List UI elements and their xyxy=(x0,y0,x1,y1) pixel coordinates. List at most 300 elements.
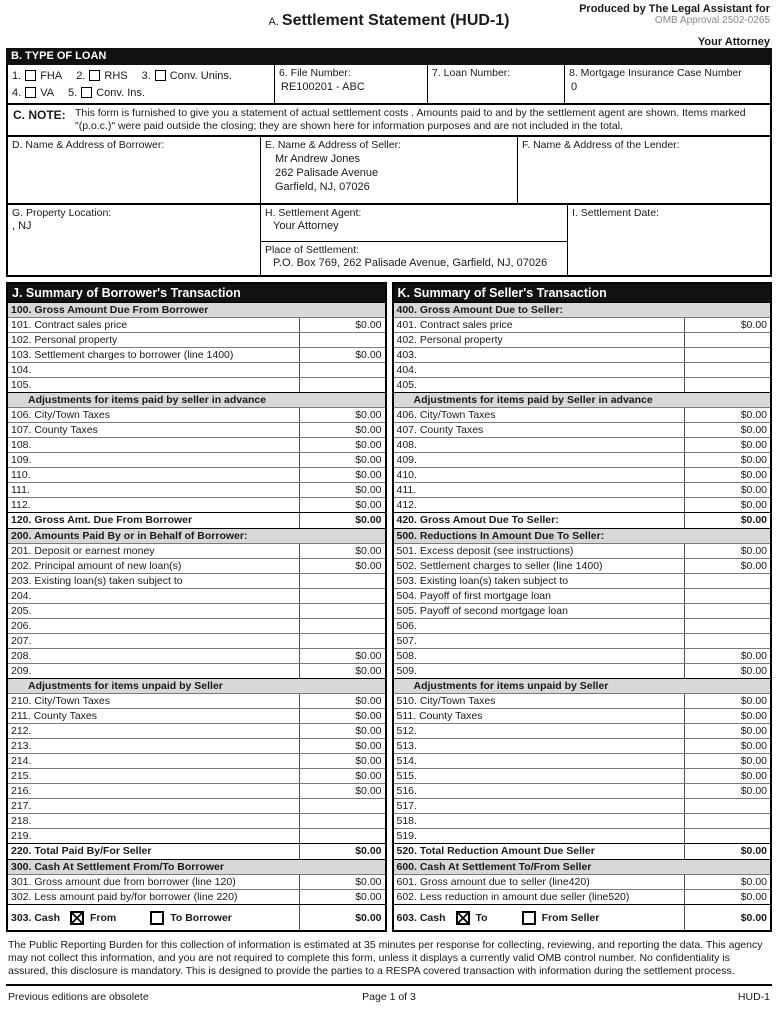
reporting-burden-text: The Public Reporting Burden for this collection of information is estimated at 35 minutes per response for collecting, reviewing, and reporting the data. This agency may not collect this information, and you are not required to complete this form, unless it displays a currently valid OMB control number. No confidentiality is assured, this disclosure is mandatory. This is designed to provide the parties to a RESPA covered transaction with information during the settlement process. xyxy=(8,939,763,977)
row-label: 200. Amounts Paid By or in Behalf of Borrower: xyxy=(11,530,248,542)
row-amount: $0.00 xyxy=(684,784,770,798)
row-amount xyxy=(299,604,385,618)
cash-option-unchecked xyxy=(522,911,600,925)
row-amount xyxy=(684,574,770,588)
row-label: 519. xyxy=(396,830,417,842)
table-row xyxy=(394,332,771,347)
row-amount: $0.00 xyxy=(299,769,385,783)
mortgage-insurance-label: 8. Mortgage Insurance Case Number xyxy=(569,67,742,79)
cash-option-label: From Seller xyxy=(541,911,600,924)
table-row xyxy=(394,723,771,738)
row-amount: $0.00 xyxy=(684,423,770,437)
property-location-label: G. Property Location: xyxy=(12,207,112,219)
row-label: 508. xyxy=(396,650,417,662)
row-amount: $0.00 xyxy=(684,453,770,467)
seller-cell xyxy=(260,137,517,203)
row-label: 504. Payoff of first mortgage loan xyxy=(396,590,551,602)
row-amount xyxy=(299,363,385,377)
row-amount: $0.00 xyxy=(299,438,385,452)
row-label: 218. xyxy=(11,815,32,827)
table-row xyxy=(8,783,385,798)
row-label: 500. Reductions In Amount Due To Seller: xyxy=(396,530,605,542)
section-a-prefix: A. xyxy=(268,16,279,28)
table-row xyxy=(8,723,385,738)
row-amount: $0.00 xyxy=(684,483,770,497)
omb-approval-text: OMB Approval 2502-0265 xyxy=(654,15,770,26)
checked-checkbox-icon[interactable] xyxy=(456,911,470,925)
property-location-cell xyxy=(8,205,260,275)
row-label: 513. xyxy=(396,740,417,752)
row-label: 507. xyxy=(396,635,417,647)
table-row xyxy=(394,467,771,482)
table-row xyxy=(8,437,385,452)
row-amount xyxy=(299,829,385,843)
row-amount: $0.00 xyxy=(299,709,385,723)
settlement-agent-cell xyxy=(260,205,567,241)
row-amount: $0.00 xyxy=(299,513,385,528)
row-label: 208. xyxy=(11,650,32,662)
loan-option xyxy=(12,70,62,82)
row-amount: $0.00 xyxy=(299,754,385,768)
row-amount xyxy=(684,333,770,347)
note-line2: "(p.o.c.)" were paid outside the closing; they are shown here for information purposes and are not included in the total. xyxy=(75,119,623,132)
row-label: 303. Cash xyxy=(11,912,61,924)
table-row xyxy=(8,543,385,558)
table-row xyxy=(394,497,771,512)
row-amount: $0.00 xyxy=(299,483,385,497)
table-row xyxy=(394,618,771,633)
table-row xyxy=(8,317,385,332)
cash-option-label: To xyxy=(475,911,488,924)
subsection-header-row xyxy=(8,678,385,693)
row-amount: $0.00 xyxy=(684,769,770,783)
form-title: Settlement Statement (HUD-1) xyxy=(281,12,510,29)
produced-by-text: Produced by The Legal Assistant for xyxy=(579,3,770,15)
header-right-block xyxy=(579,3,770,48)
note-line1: This form is furnished to give you a statement of actual settlement costs . Amounts paid to and by the settlement agent are shown. Items marked xyxy=(75,107,746,119)
table-row xyxy=(394,768,771,783)
subsection-header-row xyxy=(8,392,385,407)
row-amount: $0.00 xyxy=(684,724,770,738)
row-label: 409. xyxy=(396,454,417,466)
table-row xyxy=(8,347,385,362)
file-number-cell xyxy=(274,65,427,103)
row-amount xyxy=(299,333,385,347)
rhs-checkbox[interactable] xyxy=(89,70,100,81)
table-row xyxy=(8,874,385,889)
row-label: 403. xyxy=(396,349,417,361)
row-amount: $0.00 xyxy=(684,890,770,904)
table-row xyxy=(394,482,771,497)
property-location-value: , NJ xyxy=(12,220,32,232)
cash-options xyxy=(456,911,685,925)
row-amount: $0.00 xyxy=(684,544,770,558)
loan-options-line1 xyxy=(12,67,270,84)
table-row xyxy=(8,753,385,768)
row-amount: $0.00 xyxy=(299,453,385,467)
row-label: 201. Deposit or earnest money xyxy=(11,545,155,557)
loan-option-label: RHS xyxy=(104,69,128,82)
seller-address xyxy=(265,151,513,194)
row-amount: $0.00 xyxy=(684,468,770,482)
table-row xyxy=(8,693,385,708)
row-amount: $0.00 xyxy=(684,408,770,422)
row-label: 301. Gross amount due from borrower (line 120) xyxy=(11,876,236,888)
table-row xyxy=(394,828,771,843)
row-amount xyxy=(684,348,770,362)
row-amount: $0.00 xyxy=(299,739,385,753)
table-row xyxy=(8,452,385,467)
location-row xyxy=(6,205,772,277)
row-amount: $0.00 xyxy=(299,694,385,708)
row-amount xyxy=(684,829,770,843)
table-row xyxy=(8,738,385,753)
cash-option-checked xyxy=(70,911,116,925)
loan-type-options-cell xyxy=(8,65,274,103)
row-label: 405. xyxy=(396,379,417,391)
row-label: Adjustments for items paid by Seller in advance xyxy=(413,394,653,406)
table-row xyxy=(8,889,385,904)
row-label: Adjustments for items paid by seller in advance xyxy=(28,394,267,406)
row-label: 510. City/Town Taxes xyxy=(396,695,496,707)
seller-table-rows xyxy=(394,302,771,930)
mortgage-insurance-cell xyxy=(564,65,770,103)
row-label: 402. Personal property xyxy=(396,334,503,346)
row-label: 518. xyxy=(396,815,417,827)
row-amount: $0.00 xyxy=(299,905,385,930)
table-row xyxy=(8,332,385,347)
row-label: 111. xyxy=(11,484,30,496)
table-row xyxy=(394,452,771,467)
table-row xyxy=(8,407,385,422)
table-row xyxy=(394,543,771,558)
cash-option-label: To Borrower xyxy=(170,911,232,924)
row-label: 112. xyxy=(11,499,31,511)
table-row xyxy=(394,738,771,753)
checked-checkbox-icon[interactable] xyxy=(70,911,84,925)
seller-label: E. Name & Address of Seller: xyxy=(265,139,401,151)
table-row xyxy=(394,603,771,618)
section-header-row xyxy=(8,302,385,317)
row-label: 219. xyxy=(11,830,32,842)
type-of-loan-section-bar: B. TYPE OF LOAN xyxy=(6,48,772,65)
cash-options xyxy=(70,911,299,925)
row-label: 110. xyxy=(11,469,31,481)
row-amount: $0.00 xyxy=(684,754,770,768)
table-row xyxy=(8,708,385,723)
settlement-date-label: I. Settlement Date: xyxy=(572,207,659,219)
borrower-table-rows xyxy=(8,302,385,930)
loan-option-number: 2. xyxy=(76,69,86,82)
row-amount: $0.00 xyxy=(684,664,770,678)
row-label: Adjustments for items unpaid by Seller xyxy=(28,680,223,692)
row-label: 517. xyxy=(396,800,417,812)
row-label: 400. Gross Amount Due to Seller: xyxy=(396,304,563,316)
lender-label: F. Name & Address of the Lender: xyxy=(522,139,680,151)
row-amount xyxy=(684,619,770,633)
row-label: 108. xyxy=(11,439,32,451)
row-amount: $0.00 xyxy=(299,844,385,859)
row-label: 501. Excess deposit (see instructions) xyxy=(396,545,574,557)
row-label: 211. County Taxes xyxy=(11,710,97,722)
row-label: 104. xyxy=(11,364,32,376)
table-row xyxy=(394,317,771,332)
row-amount: $0.00 xyxy=(299,649,385,663)
row-label: 101. Contract sales price xyxy=(11,319,128,331)
place-of-settlement-cell xyxy=(260,241,567,275)
table-row xyxy=(8,603,385,618)
row-amount xyxy=(684,814,770,828)
row-amount: $0.00 xyxy=(299,890,385,904)
row-label: 106. City/Town Taxes xyxy=(11,409,111,421)
row-label: 210. City/Town Taxes xyxy=(11,695,111,707)
total-row xyxy=(394,512,771,528)
table-row xyxy=(394,347,771,362)
row-amount xyxy=(299,634,385,648)
file-number-value: RE100201 - ABC xyxy=(281,81,365,93)
row-amount: $0.00 xyxy=(684,709,770,723)
row-amount: $0.00 xyxy=(299,498,385,512)
row-amount: $0.00 xyxy=(684,905,770,930)
table-row xyxy=(8,588,385,603)
table-row xyxy=(394,889,771,904)
row-label: 205. xyxy=(11,605,32,617)
table-row xyxy=(394,874,771,889)
cash-option-label: From xyxy=(90,911,117,924)
row-label: 506. xyxy=(396,620,417,632)
row-label: 411. xyxy=(396,484,417,496)
table-row xyxy=(394,648,771,663)
loan-options-line2 xyxy=(12,84,270,101)
row-label: 302. Less amount paid by/for borrower (line 220) xyxy=(11,891,238,903)
table-row xyxy=(394,573,771,588)
row-label: 601. Gross amount due to seller (line420) xyxy=(396,876,590,888)
cash-row xyxy=(8,904,385,930)
row-label: 407. County Taxes xyxy=(396,424,484,436)
loan-type-row xyxy=(6,65,772,105)
row-amount xyxy=(684,378,770,392)
table-row xyxy=(8,633,385,648)
subsection-header-row xyxy=(394,678,771,693)
form-id-text: HUD-1 xyxy=(737,991,770,1003)
row-label: 514. xyxy=(396,755,417,767)
row-label: Adjustments for items unpaid by Seller xyxy=(413,680,609,692)
row-label: 207. xyxy=(11,635,32,647)
row-amount: $0.00 xyxy=(299,875,385,889)
table-row xyxy=(8,377,385,392)
row-label: 410. xyxy=(396,469,417,481)
row-label: 520. Total Reduction Amount Due Seller xyxy=(396,845,595,857)
row-label: 505. Payoff of second mortgage loan xyxy=(396,605,568,617)
loan-option-number: 4. xyxy=(12,86,22,99)
row-label: 213. xyxy=(11,740,32,752)
row-amount: $0.00 xyxy=(684,559,770,573)
row-label: 603. Cash xyxy=(396,912,446,924)
parties-row xyxy=(6,137,772,205)
table-row xyxy=(394,663,771,678)
note-text xyxy=(75,107,746,132)
loan-number-label: 7. Loan Number: xyxy=(432,67,511,79)
table-row xyxy=(8,663,385,678)
page-footer xyxy=(6,986,772,1008)
table-row xyxy=(8,467,385,482)
table-row xyxy=(8,422,385,437)
table-row xyxy=(394,588,771,603)
attorney-name-text: Your Attorney xyxy=(697,36,770,48)
row-label: 204. xyxy=(11,590,32,602)
seller-name: Mr Andrew Jones xyxy=(275,153,360,165)
table-row xyxy=(394,708,771,723)
row-label: 202. Principal amount of new loan(s) xyxy=(11,560,182,572)
settlement-agent-value: Your Attorney xyxy=(273,220,339,232)
table-row xyxy=(394,437,771,452)
table-row xyxy=(8,813,385,828)
row-amount xyxy=(684,799,770,813)
row-label: 503. Existing loan(s) taken subject to xyxy=(396,575,569,587)
conv-unins--checkbox[interactable] xyxy=(155,70,166,81)
total-row xyxy=(8,512,385,528)
loan-option-label: VA xyxy=(40,86,55,99)
row-label: 502. Settlement charges to seller (line 1400) xyxy=(396,560,603,572)
loan-option-number: 5. xyxy=(68,86,78,99)
total-row xyxy=(8,843,385,859)
row-amount: $0.00 xyxy=(684,844,770,859)
row-amount: $0.00 xyxy=(684,739,770,753)
conv-ins--checkbox[interactable] xyxy=(81,87,92,98)
row-label: 420. Gross Amout Due To Seller: xyxy=(396,514,559,526)
row-amount xyxy=(299,814,385,828)
row-label: 215. xyxy=(11,770,32,782)
row-label: 216. xyxy=(11,785,32,797)
row-label: 212. xyxy=(11,725,32,737)
row-label: 109. xyxy=(11,454,32,466)
loan-option xyxy=(142,70,232,82)
row-amount: $0.00 xyxy=(299,544,385,558)
row-label: 602. Less reduction in amount due seller (line520) xyxy=(396,891,630,903)
row-amount: $0.00 xyxy=(684,438,770,452)
va-checkbox[interactable] xyxy=(25,87,36,98)
row-amount xyxy=(299,574,385,588)
cash-option-unchecked xyxy=(150,911,232,925)
table-row xyxy=(394,362,771,377)
section-header-row xyxy=(8,528,385,543)
section-header-row xyxy=(394,859,771,874)
table-row xyxy=(8,828,385,843)
row-amount: $0.00 xyxy=(684,513,770,528)
loan-option-label: Conv. Unins. xyxy=(169,69,232,82)
table-row xyxy=(8,497,385,512)
seller-transaction-table xyxy=(392,282,773,932)
row-label: 412. xyxy=(396,499,417,511)
note-section xyxy=(6,105,772,137)
row-label: 406. City/Town Taxes xyxy=(396,409,496,421)
table-row xyxy=(394,753,771,768)
settlement-date-cell xyxy=(567,205,770,275)
row-amount: $0.00 xyxy=(684,498,770,512)
note-label: C. NOTE: xyxy=(13,108,66,122)
loan-option-label: FHA xyxy=(40,69,63,82)
mortgage-insurance-value: 0 xyxy=(571,81,578,93)
borrower-label: D. Name & Address of Borrower: xyxy=(12,139,165,151)
row-label: 509. xyxy=(396,665,417,677)
table-row xyxy=(8,558,385,573)
place-of-settlement-value: P.O. Box 769, 262 Palisade Avenue, Garfield, NJ, 07026 xyxy=(273,257,548,269)
row-label: 511. County Taxes xyxy=(396,710,483,722)
row-amount xyxy=(684,604,770,618)
row-amount: $0.00 xyxy=(299,468,385,482)
row-amount: $0.00 xyxy=(299,724,385,738)
lender-cell xyxy=(517,137,770,203)
section-header-row xyxy=(394,528,771,543)
row-label: 107. County Taxes xyxy=(11,424,98,436)
loan-option xyxy=(76,70,127,82)
seller-street: 262 Palisade Avenue xyxy=(275,167,379,179)
row-amount xyxy=(684,589,770,603)
row-amount: $0.00 xyxy=(299,408,385,422)
row-label: 120. Gross Amt. Due From Borrower xyxy=(11,514,193,526)
row-amount xyxy=(299,378,385,392)
row-label: 220. Total Paid By/For Seller xyxy=(11,845,152,857)
table-row xyxy=(394,558,771,573)
table-row xyxy=(8,573,385,588)
section-header-row xyxy=(394,302,771,317)
cash-option-checked xyxy=(456,911,488,925)
row-amount xyxy=(299,589,385,603)
row-label: 408. xyxy=(396,439,417,451)
row-label: 300. Cash At Settlement From/To Borrower xyxy=(11,861,224,873)
row-label: 102. Personal property xyxy=(11,334,118,346)
row-label: 404. xyxy=(396,364,417,376)
table-row xyxy=(394,407,771,422)
editions-obsolete-text: Previous editions are obsolete xyxy=(8,991,149,1003)
table-row xyxy=(8,798,385,813)
section-header-row xyxy=(8,859,385,874)
row-amount: $0.00 xyxy=(299,348,385,362)
row-amount: $0.00 xyxy=(299,318,385,332)
borrower-transaction-table xyxy=(6,282,387,932)
row-label: 100. Gross Amount Due From Borrower xyxy=(11,304,209,316)
unchecked-checkbox-icon[interactable] xyxy=(150,911,164,925)
row-amount: $0.00 xyxy=(299,423,385,437)
row-amount xyxy=(684,634,770,648)
table-row xyxy=(8,768,385,783)
settlement-agent-label: H. Settlement Agent: xyxy=(265,207,362,219)
cash-row xyxy=(394,904,771,930)
loan-number-cell xyxy=(427,65,564,103)
row-amount: $0.00 xyxy=(299,784,385,798)
table-row xyxy=(8,482,385,497)
row-label: 203. Existing loan(s) taken subject to xyxy=(11,575,183,587)
seller-city: Garfield, NJ, 07026 xyxy=(275,181,370,193)
row-label: 105. xyxy=(11,379,32,391)
table-row xyxy=(394,633,771,648)
table-row xyxy=(394,813,771,828)
loan-option xyxy=(68,87,145,99)
row-amount: $0.00 xyxy=(299,559,385,573)
table-row xyxy=(394,693,771,708)
row-amount: $0.00 xyxy=(299,664,385,678)
table-row xyxy=(8,648,385,663)
seller-table-title: K. Summary of Seller's Transaction xyxy=(394,284,771,302)
unchecked-checkbox-icon[interactable] xyxy=(522,911,536,925)
fha-checkbox[interactable] xyxy=(25,70,36,81)
row-amount: $0.00 xyxy=(684,649,770,663)
loan-option-number: 3. xyxy=(141,69,151,82)
loan-option xyxy=(12,87,54,99)
borrower-table-title: J. Summary of Borrower's Transaction xyxy=(8,284,385,302)
loan-option-label: Conv. Ins. xyxy=(96,86,145,99)
table-row xyxy=(8,618,385,633)
